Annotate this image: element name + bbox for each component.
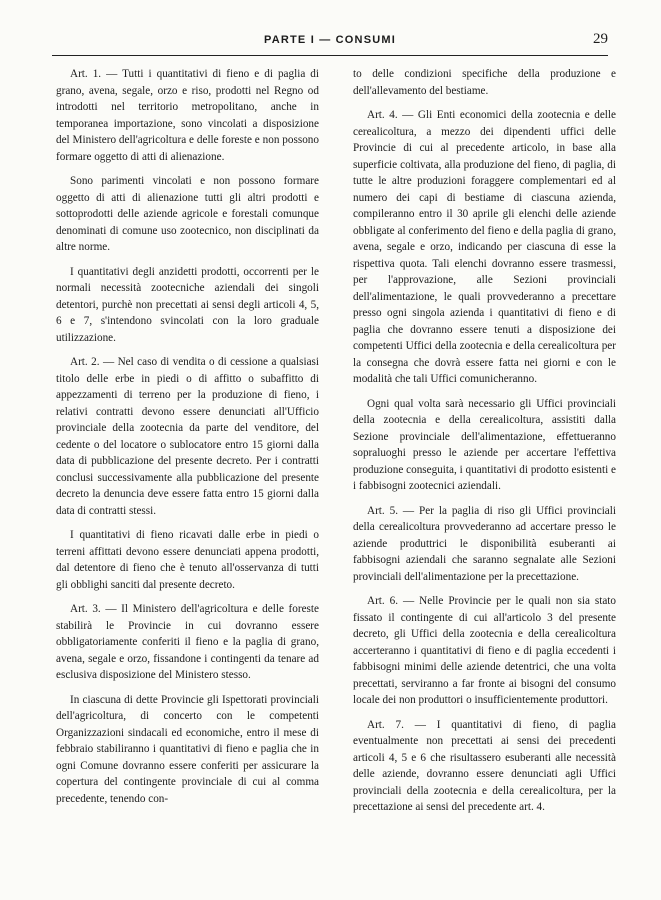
paragraph: Art. 4. — Gli Enti economici della zootecnia e delle cerealicoltura, a mezzo dei dipendenti uffici delle Provincie di cui al precedente articolo, in base alla superficie coltivata, alla produzione del fieno, di paglia, di tutte le altre produzioni foraggere complementari ed al numero dei capi di bestiame di ciascuna azienda, compileranno entro il 30 aprile gli elenchi delle aziende obbligate al conferimento del fieno e della paglia di grano, avena, segale e orzo, indicando per ciascuna di esse la rispettiva quota. Tali elenchi dovranno essere trasmessi, per l'approvazione, alle Sezioni provinciali dell'alimentazione, le quali provvederanno a precettare presso ogni singola azienda i quantitativi di fieno e di paglia che dovranno essere tenuti a disposizione dei competenti Uffici della zootecnia e della cerealicoltura per la consegna che dovrà essere fatta nei giorni e con le modalità che tali Uffici comunicheranno. (353, 109, 616, 385)
paragraph: I quantitativi di fieno ricavati dalle erbe in piedi o terreni affittati devono essere denunciati appena prodotti, dal detentore di fieno che è tenuto all'osservanza di tutti gli obblighi sanciti dal presente decreto. (56, 529, 319, 591)
paragraph: Art. 5. — Per la paglia di riso gli Uffici provinciali della cerealicoltura provvederanno ad accertare presso le aziende produttrici le disponibilità esuberanti ai fabbisogni aziendali che saranno segnalate alle Sezioni provinciali dell'alimentazione per la precettazione. (353, 504, 616, 583)
left-column (56, 66, 319, 824)
paragraph: Art. 2. — Nel caso di vendita o di cessione a qualsiasi titolo delle erbe in piedi o di affitto o subaffitto di appezzamenti di terreno per la produzione di fieno, i relativi contratti devono essere denunciati all'Ufficio provinciale della zootecnia da parte del venditore, del cedente o del locatore o sublocatore entro 15 giorni dalla data di pubblicazione del presente decreto. Per i contratti conclusi successivamente alla pubblicazione del presente decreto la denuncia deve essere fatta entro 15 giorni dalla data di contratti stessi. (56, 356, 319, 517)
page-header (52, 31, 608, 52)
paragraph: Ogni qual volta sarà necessario gli Uffici provinciali della zootecnia e della cerealicoltura, assistiti dalla Sezione provinciale dell'alimentazione, effettueranno sopraluoghi presso le aziende per accertare l'effettiva produzione conseguita, i quantitativi di prodotto esistenti e i fabbisogni zootecnici aziendali. (353, 397, 616, 492)
text-columns (56, 66, 616, 824)
paragraph: Art. 6. — Nelle Provincie per le quali non sia stato fissato il contingente di cui all'articolo 3 del presente decreto, gli Uffici della zootecnia e della cerealicoltura accerteranno i quantitativi di fieno e di paglia eccedenti i fabbisogni minimi delle aziende detentrici, che una volta precettati, serviranno a far fronte ai bisogni del consumo locale dei non produttori o insufficientemente produttori. (353, 595, 616, 706)
paragraph: Art. 7. — I quantitativi di fieno, di paglia eventualmente non precettati ai sensi dei precedenti articoli 4, 5 e 6 che risultassero esuberanti alle necessità delle aziende, dovranno essere denunciati agli Uffici provinciali della zootecnia e della cerealicoltura, per la precettazione ai sensi del precedente art. 4. (353, 718, 616, 813)
running-header-title: PARTE I — CONSUMI (263, 34, 397, 46)
paragraph: Art. 1. — Tutti i quantitativi di fieno e di paglia di grano, avena, segale, orzo e riso, prodotti nel Regno od introdotti nel territorio metropolitano, anche in temporanea importazione, sono vincolati a disposizione del Ministero dell'agricoltura e delle foreste e non possono formare oggetto di atti di alienazione. (56, 68, 319, 163)
header-rule (52, 55, 608, 56)
paragraph-continuation: to delle condizioni specifiche della produzione e dell'allevamento del bestiame. (353, 68, 616, 97)
right-column (353, 66, 616, 824)
paragraph: Sono parimenti vincolati e non possono formare oggetto di atti di alienazione tutti gli altri prodotti e sottoprodotti delle aziende agricole e forestali comunque denominati di comune uso zootecnico, non disciplinati da altre norme. (56, 175, 319, 253)
paragraph: In ciascuna di dette Provincie gli Ispettorati provinciali dell'agricoltura, di concerto con le competenti Organizzazioni sindacali ed economiche, entro il mese di febbraio stabiliranno i quantitativi di fieno e paglia che in ogni Comune dovranno essere conferiti per assicurare la copertura del contingente provinciale di cui al comma precedente, tenendo con- (56, 693, 319, 805)
page-number: 29 (593, 31, 608, 47)
paragraph: Art. 3. — Il Ministero dell'agricoltura e delle foreste stabilirà le Provincie in cui dovranno essere obbligatoriamente conferiti il fieno e la paglia di grano, avena, segale e orzo, fissandone i contingenti da tenare ad esclusiva disposizione del Ministero stesso. (56, 603, 319, 681)
paragraph: I quantitativi degli anzidetti prodotti, occorrenti per le normali necessità zootecniche aziendali dei singoli detentori, purchè non precettati ai sensi degli articoli 4, 5, 6 e 7, s'intendono svincolati con la loro graduale utilizzazione. (56, 265, 319, 344)
